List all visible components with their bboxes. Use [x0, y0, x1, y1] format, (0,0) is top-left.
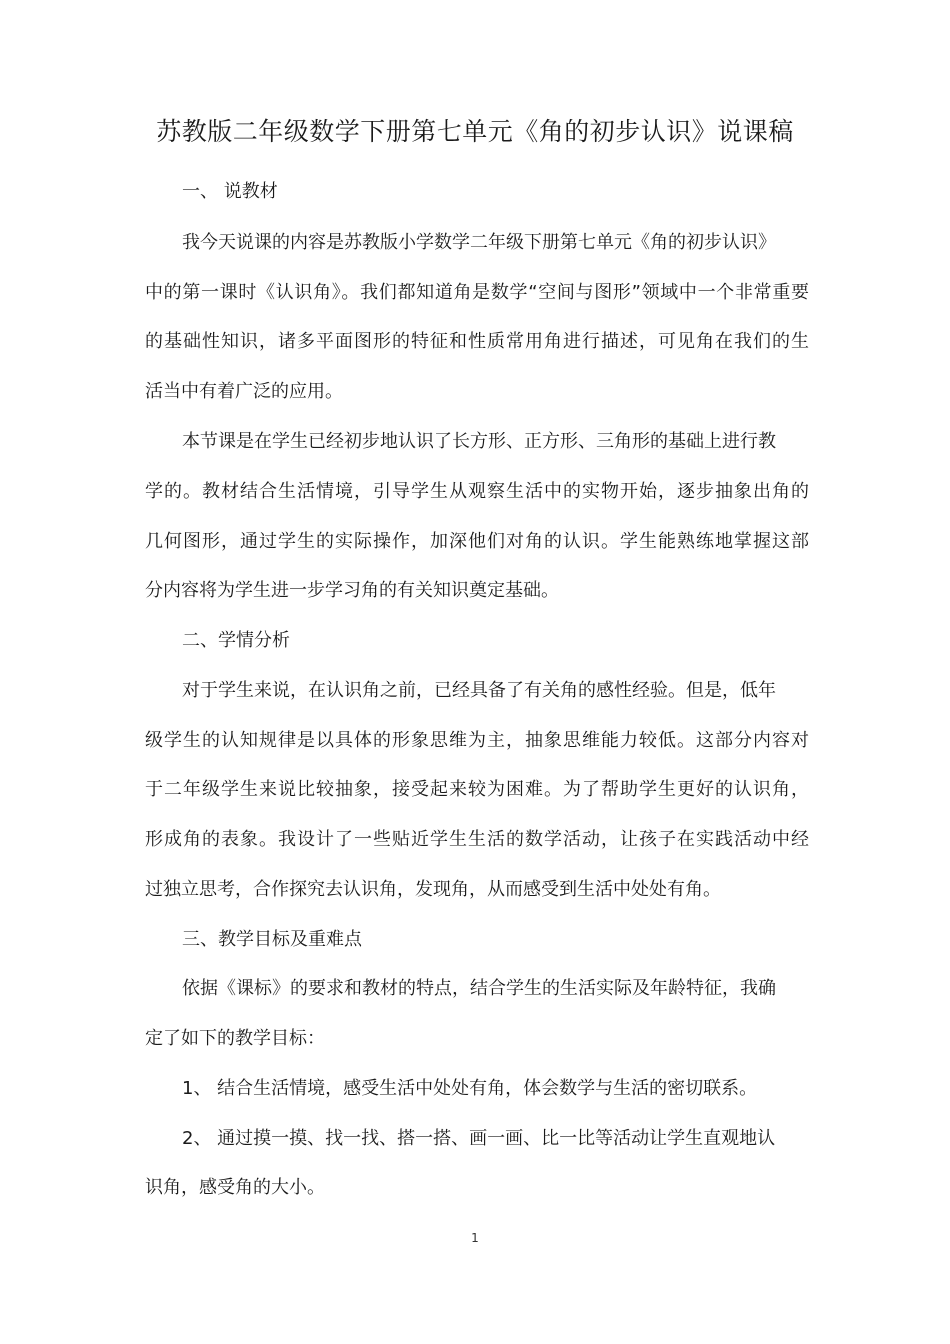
paragraph-line: 几何图形，通过学生的实际操作，加深他们对角的认识。学生能熟练地掌握这部: [145, 531, 809, 552]
paragraph-line: 本节课是在学生已经初步地认识了长方形、正方形、三角形的基础上进行教: [182, 431, 776, 452]
paragraph-line: 分内容将为学生进一步学习角的有关知识奠定基础。: [145, 580, 559, 601]
paragraph-line: 中的第一课时《认识角》。我们都知道角是数学“空间与图形”领域中一个非常重要: [145, 282, 809, 303]
paragraph-line: 我今天说课的内容是苏教版小学数学二年级下册第七单元《角的初步认识》: [182, 232, 776, 253]
paragraph-line: 定了如下的教学目标：: [145, 1028, 325, 1049]
paragraph-line: 对于学生来说，在认识角之前，已经具备了有关角的感性经验。但是，低年: [182, 680, 776, 701]
paragraph-line: 活当中有着广泛的应用。: [145, 381, 343, 402]
goal-item-1: 1、 结合生活情境，感受生活中处处有角，体会数学与生活的密切联系。: [182, 1078, 758, 1099]
paragraph-line: 形成角的表象。我设计了一些贴近学生生活的数学活动，让孩子在实践活动中经: [145, 829, 809, 850]
paragraph-line: 过独立思考，合作探究去认识角，发现角，从而感受到生活中处处有角。: [145, 879, 721, 900]
paragraph-line: 学的。教材结合生活情境，引导学生从观察生活中的实物开始，逐步抽象出角的: [145, 481, 809, 502]
section-heading-1: 一、 说教材: [182, 181, 278, 202]
section-heading-3: 三、教学目标及重难点: [182, 929, 362, 950]
paragraph-line: 依据《课标》的要求和教材的特点，结合学生的生活实际及年龄特征，我确: [182, 978, 776, 999]
paragraph-line: 识角，感受角的大小。: [145, 1177, 325, 1198]
paragraph-line: 级学生的认知规律是以具体的形象思维为主，抽象思维能力较低。这部分内容对: [145, 730, 809, 751]
document-title: 苏教版二年级数学下册第七单元《角的初步认识》说课稿: [156, 117, 794, 146]
paragraph-line: 于二年级学生来说比较抽象，接受起来较为困难。为了帮助学生更好的认识角，: [145, 779, 809, 800]
section-heading-2: 二、学情分析: [182, 630, 290, 651]
goal-item-2: 2、 通过摸一摸、找一找、搭一搭、画一画、比一比等活动让学生直观地认: [182, 1128, 776, 1149]
page-number: 1: [471, 1231, 479, 1245]
paragraph-line: 的基础性知识，诸多平面图形的特征和性质常用角进行描述，可见角在我们的生: [145, 331, 809, 352]
